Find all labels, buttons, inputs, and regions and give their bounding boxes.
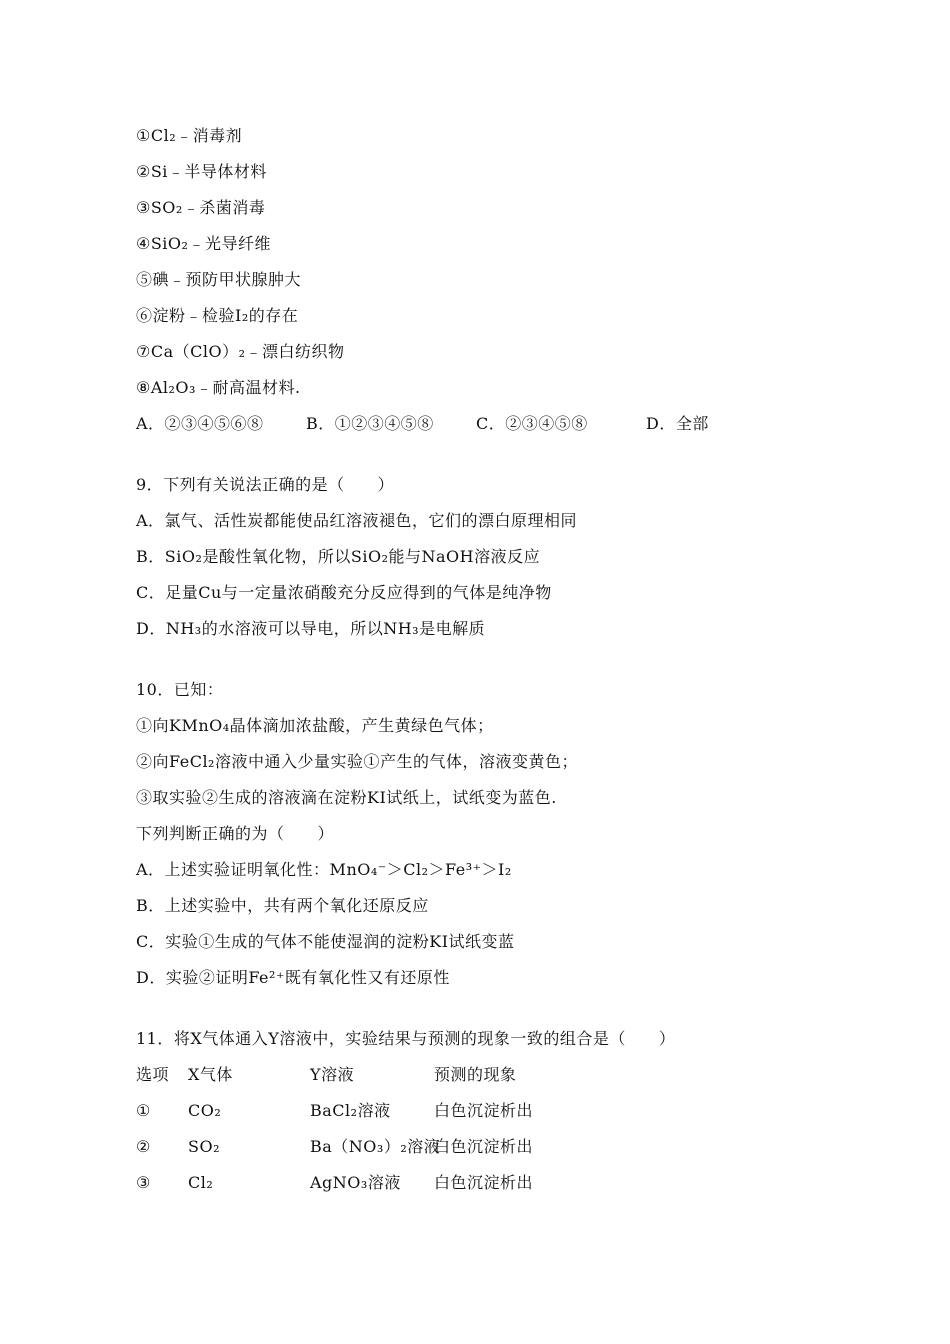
table-header-phenomenon: 预测的现象 xyxy=(434,1065,517,1084)
table-cell-phenomenon: 白色沉淀析出 xyxy=(434,1137,534,1156)
q9-option-b: B．SiO₂是酸性氧化物，所以SiO₂能与NaOH溶液反应 xyxy=(136,547,541,566)
q9-option-c: C．足量Cu与一定量浓硝酸充分反应得到的气体是纯净物 xyxy=(136,583,552,602)
table-cell-y-solution: Ba（NO₃）₂溶液 xyxy=(310,1137,441,1156)
q10-fact-3: ③取实验②生成的溶液滴在淀粉KI试纸上，试纸变为蓝色. xyxy=(136,788,557,807)
q8-option-c: C．②③④⑤⑧ xyxy=(476,414,588,433)
table-header-x-gas: X气体 xyxy=(188,1065,233,1084)
table-cell-option: ② xyxy=(136,1137,151,1156)
q8-item-3: ③SO₂﹣杀菌消毒 xyxy=(136,198,266,217)
table-cell-x-gas: SO₂ xyxy=(188,1137,220,1156)
q10-option-c: C．实验①生成的气体不能使湿润的淀粉KI试纸变蓝 xyxy=(136,932,515,951)
table-cell-x-gas: CO₂ xyxy=(188,1101,222,1120)
q9-option-d: D．NH₃的水溶液可以导电，所以NH₃是电解质 xyxy=(136,619,486,638)
table-cell-option: ③ xyxy=(136,1173,151,1192)
q10-stem: 10．已知： xyxy=(136,680,224,699)
table-cell-phenomenon: 白色沉淀析出 xyxy=(434,1173,534,1192)
q9-stem: 9．下列有关说法正确的是（ ） xyxy=(136,475,395,494)
table-header-y-solution: Y溶液 xyxy=(310,1065,355,1084)
q8-option-a: A．②③④⑤⑥⑧ xyxy=(136,414,264,433)
q8-item-4: ④SiO₂﹣光导纤维 xyxy=(136,234,271,253)
q10-option-a: A．上述实验证明氧化性：MnO₄⁻＞Cl₂＞Fe³⁺＞I₂ xyxy=(136,860,512,879)
q8-item-8: ⑧Al₂O₃﹣耐高温材料. xyxy=(136,378,301,397)
table-cell-option: ① xyxy=(136,1101,151,1120)
q8-option-d: D．全部 xyxy=(646,414,709,433)
q8-item-2: ②Si﹣半导体材料 xyxy=(136,162,267,181)
table-header-option: 选项 xyxy=(136,1065,170,1084)
q8-item-1: ①Cl₂﹣消毒剂 xyxy=(136,126,243,145)
q10-fact-1: ①向KMnO₄晶体滴加浓盐酸，产生黄绿色气体； xyxy=(136,716,494,735)
table-cell-x-gas: Cl₂ xyxy=(188,1173,214,1192)
q8-item-7: ⑦Ca（ClO）₂﹣漂白纺织物 xyxy=(136,342,345,361)
q10-option-b: B．上述实验中，共有两个氧化还原反应 xyxy=(136,896,429,915)
q10-question: 下列判断正确的为（ ） xyxy=(136,824,335,843)
q9-option-a: A．氯气、活性炭都能使品红溶液褪色，它们的漂白原理相同 xyxy=(136,511,578,530)
q11-stem: 11．将X气体通入Y溶液中，实验结果与预测的现象一致的组合是（ ） xyxy=(136,1029,676,1048)
table-cell-y-solution: AgNO₃溶液 xyxy=(310,1173,401,1192)
q10-option-d: D．实验②证明Fe²⁺既有氧化性又有还原性 xyxy=(136,968,450,987)
q8-option-b: B．①②③④⑤⑧ xyxy=(306,414,434,433)
table-cell-phenomenon: 白色沉淀析出 xyxy=(434,1101,534,1120)
q10-fact-2: ②向FeCl₂溶液中通入少量实验①产生的气体，溶液变黄色； xyxy=(136,752,578,771)
q8-item-5: ⑤碘﹣预防甲状腺肿大 xyxy=(136,270,302,289)
table-cell-y-solution: BaCl₂溶液 xyxy=(310,1101,391,1120)
q8-item-6: ⑥淀粉﹣检验I₂的存在 xyxy=(136,306,299,325)
